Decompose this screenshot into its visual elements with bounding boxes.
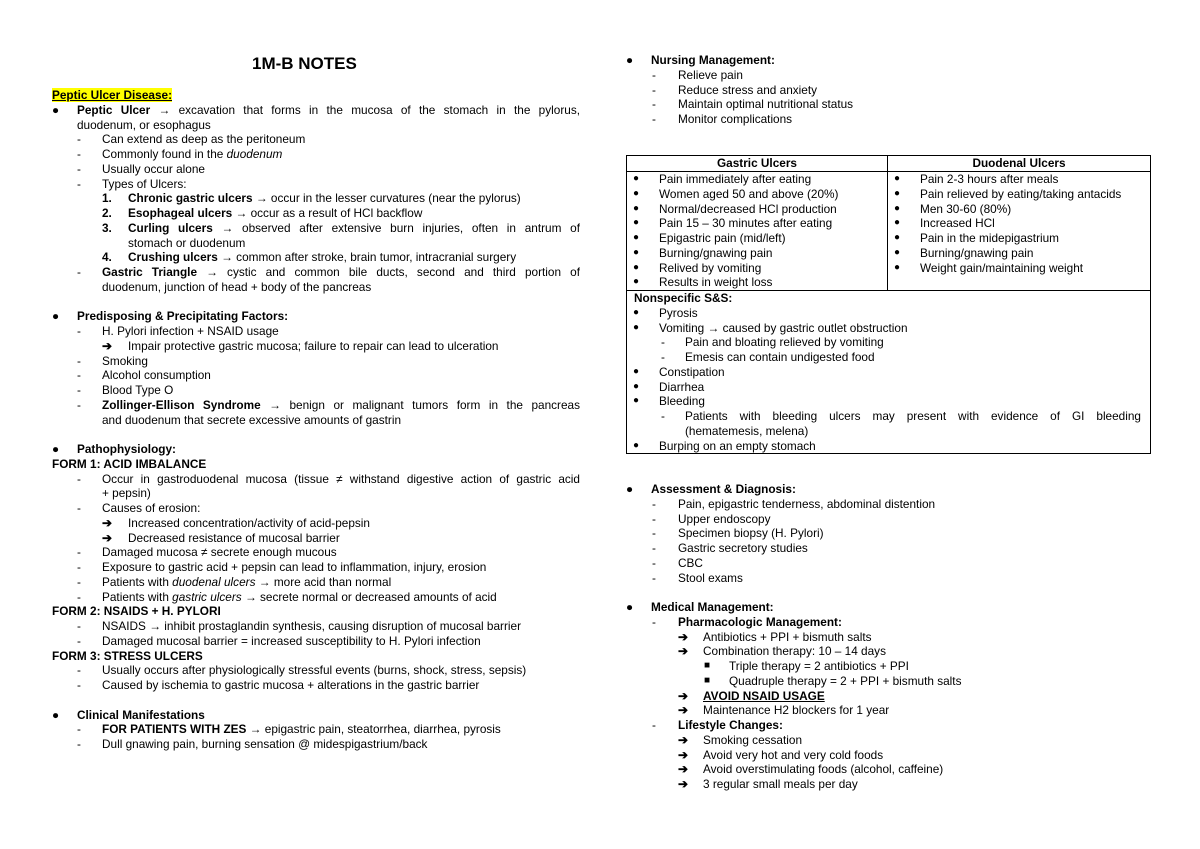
dash-icon: - [661, 335, 665, 350]
list-item [626, 512, 1150, 527]
list-item-text: Pain relieved by eating/taking antacids [920, 186, 1122, 201]
peptic-ulcer-cont: duodenum, or esophagus [77, 117, 211, 132]
list-item-text: Can extend as deep as the peritoneum [102, 132, 306, 147]
dash-icon: - [77, 324, 81, 338]
list-item [626, 571, 1150, 586]
bullet-icon: ● [894, 261, 901, 273]
subsection-heading-text: Pharmacologic Management: [678, 614, 842, 629]
list-item-text: Alcohol consumption [102, 368, 211, 383]
list-item-text: Usually occur alone [102, 161, 205, 176]
dash-icon: - [77, 397, 81, 412]
arrow-item [52, 531, 580, 546]
list-item-text: Commonly found in the [102, 147, 227, 161]
table-sub-item [627, 409, 1150, 424]
dash-icon: - [652, 555, 656, 570]
section-heading-text: Predisposing & Precipitating Factors: [77, 309, 289, 324]
bullet-icon: ● [626, 482, 634, 496]
arrow-icon: ➔ [678, 762, 688, 777]
bullet-icon: ● [633, 246, 640, 258]
arrow-icon: ➔ [102, 338, 112, 353]
bullet-icon: ● [894, 173, 901, 184]
square-bullet-icon: ■ [704, 660, 711, 671]
list-item [52, 634, 580, 649]
table-list-item [627, 321, 1150, 336]
list-item [52, 590, 580, 605]
peptic-ulcer-disease-heading: Peptic Ulcer Disease: [52, 88, 172, 102]
bullet-icon: ● [894, 202, 901, 214]
list-item-text: Antibiotics + PPI + bismuth salts [703, 629, 872, 644]
number-marker: 3. [102, 220, 112, 235]
section-heading-text: Pathophysiology: [77, 442, 176, 456]
bullet-icon: ● [633, 202, 640, 214]
list-item-text: Diarrhea [659, 379, 705, 394]
list-item-text: Maintenance H2 blockers for 1 year [703, 703, 890, 718]
list-item [52, 383, 580, 398]
list-item-text: Emesis can contain undigested food [685, 350, 875, 364]
list-item-text: Occur in gastroduodenal mucosa (tissue ≠ withstand digestive action of gastric acid [102, 471, 580, 486]
bullet-icon: ● [626, 53, 634, 67]
table-list-item [627, 394, 1150, 409]
table-list-item [627, 202, 887, 217]
list-item [52, 737, 580, 752]
zes-cont: and duodenum that secrete excessive amounts of gastrin [102, 412, 402, 427]
arrow-item [626, 777, 1150, 792]
list-item [626, 97, 1150, 112]
dash-icon: - [652, 496, 656, 511]
form1-heading: FORM 1: ACID IMBALANCE [52, 456, 207, 471]
table-list-item [627, 187, 887, 202]
list-item [52, 368, 580, 383]
list-item-text: Patients with bleeding ulcers may present with evidence of GI bleeding [685, 409, 1141, 423]
square-bullet-icon: ■ [704, 674, 711, 686]
arrow-item [626, 762, 1150, 777]
list-item-text: 3 regular small meals per day [703, 777, 858, 791]
list-item-text: Relived by vomiting [659, 260, 762, 275]
dash-icon: - [77, 545, 81, 560]
dash-icon: - [77, 265, 81, 279]
bullet-icon: ● [633, 232, 640, 243]
gastric-triangle-line [52, 265, 580, 280]
list-item [626, 526, 1150, 541]
list-item-text: Smoking cessation [703, 732, 803, 747]
avoid-nsaid-text: AVOID NSAID USAGE [703, 688, 825, 703]
spacer [52, 427, 580, 442]
dash-icon: - [652, 526, 656, 541]
dash-icon: - [652, 82, 656, 97]
table-list-item [888, 172, 1150, 187]
bullet-icon: ● [894, 187, 901, 199]
number-marker: 1. [102, 191, 112, 206]
list-item-text: Men 30-60 (80%) [920, 201, 1012, 216]
list-item-text: Increased HCl [920, 216, 995, 231]
peptic-ulcer-term: Peptic Ulcer [77, 102, 151, 117]
table-list-item [627, 275, 887, 290]
list-item-text: Pyrosis [659, 305, 698, 320]
list-item-text: Pain 2-3 hours after meals [920, 172, 1059, 186]
bullet-icon: ● [894, 217, 901, 229]
list-item-text: Patients with [102, 589, 173, 604]
list-item-text: Pain, epigastric tenderness, abdominal distention [678, 496, 936, 511]
list-item [52, 324, 580, 339]
list-item-text: Weight gain/maintaining weight [920, 260, 1084, 275]
list-item-text: Exposure to gastric acid + pepsin can lead to inflammation, injury, erosion [102, 560, 487, 574]
dash-icon: - [77, 589, 81, 604]
gastric-triangle-term: Gastric Triangle [102, 265, 198, 279]
list-item-text: Epigastric pain (mid/left) [659, 231, 786, 245]
table-list-item [627, 231, 887, 246]
list-item-text: Dull gnawing pain, burning sensation @ midespigastrium/back [102, 737, 428, 751]
dash-icon: - [652, 97, 656, 112]
bullet-icon: ● [633, 380, 640, 392]
table-list-item [627, 216, 887, 231]
list-item [52, 663, 580, 678]
list-item-text: Decreased resistance of mucosal barrier [128, 530, 340, 545]
table-list-item [888, 187, 1150, 202]
lifestyle-heading [626, 718, 1150, 733]
nonspecific-cell [627, 291, 1151, 454]
list-item [52, 501, 580, 516]
ulcer-type-desc: → observed after extensive burn injuries, often in antrum of [212, 220, 580, 235]
list-item [52, 162, 580, 177]
list-item-text: → secrete normal or decreased amounts of acid [241, 589, 497, 604]
bullet-icon: ● [633, 439, 640, 451]
bullet-icon: ● [633, 261, 640, 273]
list-item-text: Caused by ischemia to gastric mucosa + alterations in the gastric barrier [102, 678, 480, 692]
dash-icon: - [77, 633, 81, 648]
list-item [52, 354, 580, 369]
table-header-row [627, 156, 1151, 172]
list-item [626, 83, 1150, 98]
dash-icon: - [77, 132, 81, 147]
zes-term: Zollinger-Ellison Syndrome [102, 397, 261, 412]
table-list-item [627, 261, 887, 276]
ulcer-type-desc: → common after stroke, brain tumor, intracranial surgery [217, 250, 517, 265]
list-item [626, 541, 1150, 556]
list-item [52, 560, 580, 575]
arrow-icon: ➔ [102, 515, 112, 530]
list-item [626, 112, 1150, 127]
dash-icon: - [77, 147, 81, 161]
list-item [52, 472, 580, 487]
list-item-cont: + pepsin) [102, 486, 151, 501]
arrow-icon: ➔ [678, 777, 688, 791]
list-item-text: CBC [678, 555, 703, 570]
duodenal-ulcers-header: Duodenal Ulcers [888, 156, 1151, 172]
dash-icon: - [77, 737, 81, 751]
spacer [52, 693, 580, 708]
list-item-text: Pain 15 – 30 minutes after eating [659, 216, 833, 231]
list-item-text: Avoid overstimulating foods (alcohol, caffeine) [703, 762, 944, 777]
ulcer-type-desc: → occur in the lesser curvatures (near the pylorus) [252, 191, 521, 206]
bullet-icon: ● [633, 395, 640, 407]
table-list-item [627, 306, 1150, 321]
table-sub-item-cont: (hematemesis, melena) [685, 423, 809, 438]
section-heading-text: Clinical Manifestations [77, 707, 205, 722]
dash-icon: - [652, 112, 656, 126]
arrow-item [626, 703, 1150, 718]
zes-def: → benign or malignant tumors form in the pancreas [260, 397, 580, 412]
dash-icon: - [77, 619, 81, 633]
clinical-heading [52, 708, 580, 723]
bullet-icon: ● [52, 309, 60, 324]
table-row [627, 172, 1151, 291]
patho-heading [52, 442, 580, 457]
list-item [52, 619, 580, 634]
table-list-item [627, 365, 1150, 380]
gastric-triangle-cont: duodenum, junction of head + body of the pancreas [102, 279, 372, 294]
section-heading-text: Assessment & Diagnosis: [651, 482, 796, 496]
list-item-text: Pain immediately after eating [659, 172, 812, 186]
dash-icon: - [77, 663, 81, 678]
ulcer-type-3 [52, 221, 580, 236]
list-item-text: Combination therapy: 10 – 14 days [703, 644, 886, 659]
arrow-icon: ➔ [678, 747, 688, 762]
list-item-text: Blood Type O [102, 383, 174, 397]
list-item-text: H. Pylori infection + NSAID usage [102, 324, 279, 338]
section-heading-text: Medical Management: [651, 600, 774, 614]
dash-icon: - [652, 511, 656, 526]
list-item-text: Upper endoscopy [678, 511, 771, 526]
arrow-icon: ➔ [678, 629, 688, 644]
gastric-triangle-def: → cystic and common bile ducts, second and third portion of [197, 265, 580, 279]
list-item-text: Damaged mucosal barrier = increased susceptibility to H. Pylori infection [102, 633, 481, 648]
assessment-heading [626, 482, 1150, 497]
ulcer-type-3-cont: stomach or duodenum [128, 235, 246, 250]
bullet-icon: ● [633, 365, 640, 377]
list-item-text: Pain and bloating relieved by vomiting [685, 335, 884, 350]
list-item-text: Causes of erosion: [102, 501, 201, 515]
dash-icon: - [652, 718, 656, 732]
list-item-text: Pain in the midepigastrium [920, 231, 1060, 245]
list-item-text: Stool exams [678, 570, 743, 585]
bullet-icon: ● [633, 217, 640, 229]
table-sub-item [627, 335, 1150, 350]
peptic-ulcer-line [52, 103, 580, 118]
list-item-text: → more acid than normal [255, 574, 392, 589]
ulcer-type-term: Curling ulcers [128, 220, 213, 235]
dash-icon: - [77, 560, 81, 574]
table-list-item [627, 246, 887, 261]
list-item-text: Damaged mucosa ≠ secrete enough mucous [102, 545, 337, 560]
list-item [626, 556, 1150, 571]
predisposing-heading [52, 309, 580, 324]
dash-icon: - [77, 501, 81, 515]
list-item-text: Relieve pain [678, 67, 743, 82]
dash-icon: - [77, 368, 81, 383]
arrow-item [52, 516, 580, 531]
arrow-item [626, 748, 1150, 763]
bullet-icon: ● [626, 600, 634, 614]
list-item-text: Usually occurs after physiologically stressful events (burns, shock, stress, sepsis) [102, 663, 527, 678]
list-item-text: Bleeding [659, 394, 705, 409]
arrow-item [626, 644, 1150, 659]
dash-icon: - [77, 574, 81, 589]
arrow-icon: ➔ [678, 732, 688, 747]
table-list-item [888, 202, 1150, 217]
arrow-item [626, 689, 1150, 704]
list-item [52, 722, 580, 737]
ulcer-type-term: Chronic gastric ulcers [128, 191, 253, 206]
ulcer-type-1 [52, 191, 580, 206]
dash-icon: - [652, 614, 656, 629]
zes-line [52, 398, 580, 413]
dash-icon: - [77, 678, 81, 692]
list-item [52, 147, 580, 162]
duodenal-ulcers-emphasis: duodenal ulcers [172, 574, 256, 589]
list-item [52, 545, 580, 560]
page-title: 1M-B NOTES [252, 54, 357, 73]
table-list-item [888, 231, 1150, 246]
square-item [626, 659, 1150, 674]
ulcer-type-term: Esophageal ulcers [128, 206, 233, 220]
list-item [52, 575, 580, 590]
list-item-text: NSAIDS → inhibit prostaglandin synthesis, causing disruption of mucosal barrier [102, 619, 521, 633]
table-list-item [627, 172, 887, 187]
table-list-item [627, 439, 1150, 454]
square-item [626, 674, 1150, 689]
number-marker: 2. [102, 206, 112, 220]
list-item-text: Specimen biopsy (H. Pylori) [678, 526, 824, 541]
spacer [626, 585, 1150, 600]
dash-icon: - [652, 541, 656, 555]
form3-heading: FORM 3: STRESS ULCERS [52, 648, 203, 663]
bullet-icon: ● [633, 187, 640, 199]
arrow-icon: ➔ [102, 530, 112, 545]
nursing-heading [626, 53, 1150, 68]
dash-icon: - [661, 350, 665, 364]
form2-heading: FORM 2: NSAIDS + H. PYLORI [52, 604, 221, 619]
section-heading [52, 88, 580, 103]
list-item-text: Impair protective gastric mucosa; failure to repair can lead to ulceration [128, 338, 499, 353]
table-list-item [627, 380, 1150, 395]
arrow-item [626, 733, 1150, 748]
dash-icon: - [652, 67, 656, 82]
medical-heading [626, 600, 1150, 615]
list-item-text: Types of Ulcers: [102, 176, 187, 191]
bullet-icon: ● [633, 276, 640, 288]
table-row [627, 291, 1151, 454]
list-item [626, 497, 1150, 512]
arrow-item [52, 339, 580, 354]
dash-icon: - [77, 722, 81, 737]
arrow-icon: ➔ [678, 644, 688, 659]
duodenal-cell [888, 172, 1151, 291]
list-item [52, 132, 580, 147]
ulcer-type-4 [52, 250, 580, 265]
list-item-text: Monitor complications [678, 112, 793, 126]
gastric-ulcers-header: Gastric Ulcers [627, 156, 888, 172]
bullet-icon: ● [633, 173, 640, 184]
arrow-item [626, 630, 1150, 645]
list-item-text: Increased concentration/activity of acid-pepsin [128, 515, 370, 530]
number-marker: 4. [102, 250, 112, 265]
dash-icon: - [77, 353, 81, 368]
list-item-text: Normal/decreased HCl production [659, 201, 837, 216]
spacer [52, 295, 580, 310]
bullet-icon: ● [633, 321, 640, 333]
list-item [52, 678, 580, 693]
bullet-icon: ● [894, 232, 901, 243]
dash-icon: - [77, 161, 81, 176]
list-item-text: Avoid very hot and very cold foods [703, 747, 884, 762]
dash-icon: - [661, 409, 665, 423]
list-item-text: Burping on an empty stomach [659, 438, 816, 453]
list-item-text: Quadruple therapy = 2 + PPI + bismuth salts [729, 673, 962, 688]
bullet-icon: ● [52, 102, 60, 117]
table-list-item [888, 246, 1150, 261]
dash-icon: - [77, 176, 81, 191]
bullet-icon: ● [52, 707, 60, 722]
list-item-text: Results in weight loss [659, 275, 773, 290]
list-item-text: Maintain optimal nutritional status [678, 97, 854, 112]
list-item-text: Smoking [102, 353, 148, 368]
section-heading-text: Nursing Management: [651, 53, 775, 67]
dash-icon: - [77, 471, 81, 486]
list-item-text: Gastric secretory studies [678, 541, 808, 555]
list-item-text: Women aged 50 and above (20%) [659, 186, 839, 201]
list-item-text: Patients with [102, 574, 173, 589]
dash-icon: - [77, 383, 81, 397]
list-item [52, 177, 580, 192]
table-list-item [888, 261, 1150, 276]
zes-patients-term: FOR PATIENTS WITH ZES [102, 722, 247, 737]
bullet-icon: ● [894, 246, 901, 258]
ulcer-comparison-table [626, 155, 1151, 454]
peptic-ulcer-def: → excavation that forms in the mucosa of the stomach in the pylorus, [150, 102, 580, 117]
list-item-text: Vomiting → caused by gastric outlet obstruction [659, 320, 908, 335]
dash-icon: - [652, 570, 656, 585]
list-item [626, 68, 1150, 83]
ulcer-type-2 [52, 206, 580, 221]
nonspecific-heading: Nonspecific S&S: [634, 291, 733, 305]
list-item-text: Burning/gnawing pain [920, 245, 1034, 260]
ulcer-type-term: Crushing ulcers [128, 250, 218, 265]
ulcer-type-desc: → occur as a result of HCl backflow [232, 206, 423, 220]
table-sub-item [627, 350, 1150, 365]
arrow-icon: ➔ [678, 703, 688, 718]
subsection-heading-text: Lifestyle Changes: [678, 718, 783, 732]
bullet-icon: ● [633, 306, 640, 318]
list-item-text: Triple therapy = 2 antibiotics + PPI [729, 659, 909, 673]
list-item-text: Burning/gnawing pain [659, 245, 773, 260]
bullet-icon: ● [52, 442, 60, 456]
gastric-ulcers-emphasis: gastric ulcers [172, 589, 242, 604]
list-item-text: Constipation [659, 364, 725, 379]
duodenum-emphasis: duodenum [226, 147, 283, 161]
arrow-icon: ➔ [678, 688, 688, 703]
table-list-item [888, 216, 1150, 231]
list-item-text: Reduce stress and anxiety [678, 82, 818, 97]
pharm-heading [626, 615, 1150, 630]
gastric-cell [627, 172, 888, 291]
list-item-text: → epigastric pain, steatorrhea, diarrhea, pyrosis [246, 722, 501, 737]
